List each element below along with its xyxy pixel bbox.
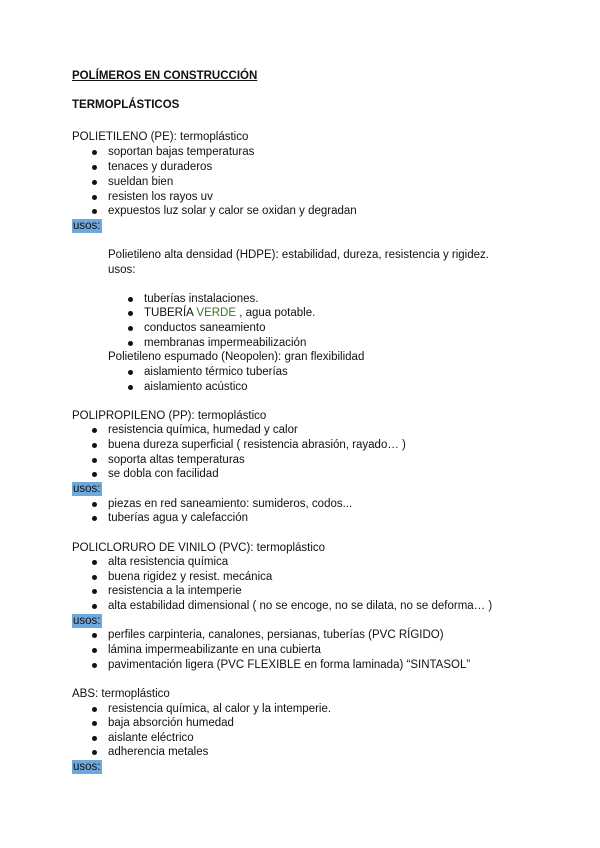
bullet-icon: [128, 311, 133, 316]
pe-item: soportan bajas temperaturas: [108, 145, 254, 159]
pp-item: se dobla con facilidad: [108, 467, 219, 481]
foam-description: Polietileno espumado (Neopolen): gran flexibilidad: [108, 351, 365, 363]
hdpe-description: Polietileno alta densidad (HDPE): estabilidad, dureza, resistencia y rigidez.: [108, 249, 489, 261]
hdpe-item: membranas impermeabilización: [144, 336, 306, 350]
bullet-icon: [92, 604, 97, 609]
pvc-item: alta estabilidad dimensional ( no se encoge, no se dilata, no se deforma… ): [108, 599, 492, 613]
pp-use: tuberías agua y calefacción: [108, 511, 248, 525]
pe-item: resisten los rayos uv: [108, 190, 213, 204]
abs-item: baja absorción humedad: [108, 716, 234, 730]
pe-item: tenaces y duraderos: [108, 160, 212, 174]
pvc-heading: POLICLORURO DE VINILO (PVC): termoplástico: [72, 542, 326, 554]
abs-item: resistencia química, al calor y la intemperie.: [108, 702, 331, 716]
bullet-icon: [128, 326, 133, 331]
bullet-icon: [92, 575, 97, 580]
bullet-icon: [92, 560, 97, 565]
pvc-use: pavimentación ligera (PVC FLEXIBLE en forma laminada) “SINTASOL”: [108, 658, 470, 672]
abs-heading: ABS: termoplástico: [72, 688, 170, 700]
bullet-icon: [128, 297, 133, 302]
bullet-icon: [92, 633, 97, 638]
bullet-icon: [92, 502, 97, 507]
pvc-item: buena rigidez y resist. mecánica: [108, 570, 272, 584]
pp-usos-label: usos:: [73, 483, 101, 495]
bullet-icon: [92, 428, 97, 433]
bullet-icon: [92, 472, 97, 477]
bullet-icon: [92, 516, 97, 521]
abs-item: aislante eléctrico: [108, 731, 194, 745]
hdpe-item: tuberías instalaciones.: [144, 292, 258, 306]
bullet-icon: [92, 150, 97, 155]
pvc-item: resistencia a la intemperie: [108, 584, 242, 598]
pe-item: expuestos luz solar y calor se oxidan y degradan: [108, 204, 357, 218]
bullet-icon: [92, 209, 97, 214]
bullet-icon: [92, 663, 97, 668]
foam-item: aislamiento térmico tuberías: [144, 365, 288, 379]
abs-item: adherencia metales: [108, 745, 208, 759]
bullet-icon: [92, 707, 97, 712]
pp-heading: POLIPROPILENO (PP): termoplástico: [72, 410, 267, 422]
bullet-icon: [92, 648, 97, 653]
hdpe-item: conductos saneamiento: [144, 321, 265, 335]
green-word: VERDE: [196, 307, 237, 319]
pe-heading: POLIETILENO (PE): termoplástico: [72, 131, 249, 143]
bullet-icon: [92, 750, 97, 755]
foam-item: aislamiento acústico: [144, 380, 248, 394]
bullet-icon: [92, 721, 97, 726]
pvc-item: alta resistencia química: [108, 555, 228, 569]
bullet-icon: [92, 180, 97, 185]
pp-item: buena dureza superficial ( resistencia abrasión, rayado… ): [108, 438, 406, 452]
bullet-icon: [92, 195, 97, 200]
bullet-icon: [92, 736, 97, 741]
bullet-icon: [92, 458, 97, 463]
hdpe-item: TUBERÍA VERDE , agua potable.: [144, 306, 315, 320]
pvc-use: perfiles carpinteria, canalones, persianas, tuberías (PVC RÍGIDO): [108, 628, 444, 642]
pp-item: resistencia química, humedad y calor: [108, 423, 298, 437]
document-title: POLÍMEROS EN CONSTRUCCIÓN: [72, 70, 258, 82]
bullet-icon: [92, 589, 97, 594]
pvc-usos-label: usos:: [73, 615, 101, 627]
bullet-icon: [128, 341, 133, 346]
bullet-icon: [92, 165, 97, 170]
bullet-icon: [92, 443, 97, 448]
pvc-use: lámina impermeabilizante en una cubierta: [108, 643, 321, 657]
bullet-icon: [128, 385, 133, 390]
bullet-icon: [128, 370, 133, 375]
pp-use: piezas en red saneamiento: sumideros, codos...: [108, 497, 352, 511]
pp-item: soporta altas temperaturas: [108, 453, 245, 467]
pe-item: sueldan bien: [108, 175, 173, 189]
section-subtitle: TERMOPLÁSTICOS: [72, 99, 180, 111]
hdpe-usos-label: usos:: [108, 264, 136, 276]
abs-usos-label: usos:: [73, 761, 101, 773]
pe-usos-label: usos:: [73, 220, 101, 232]
